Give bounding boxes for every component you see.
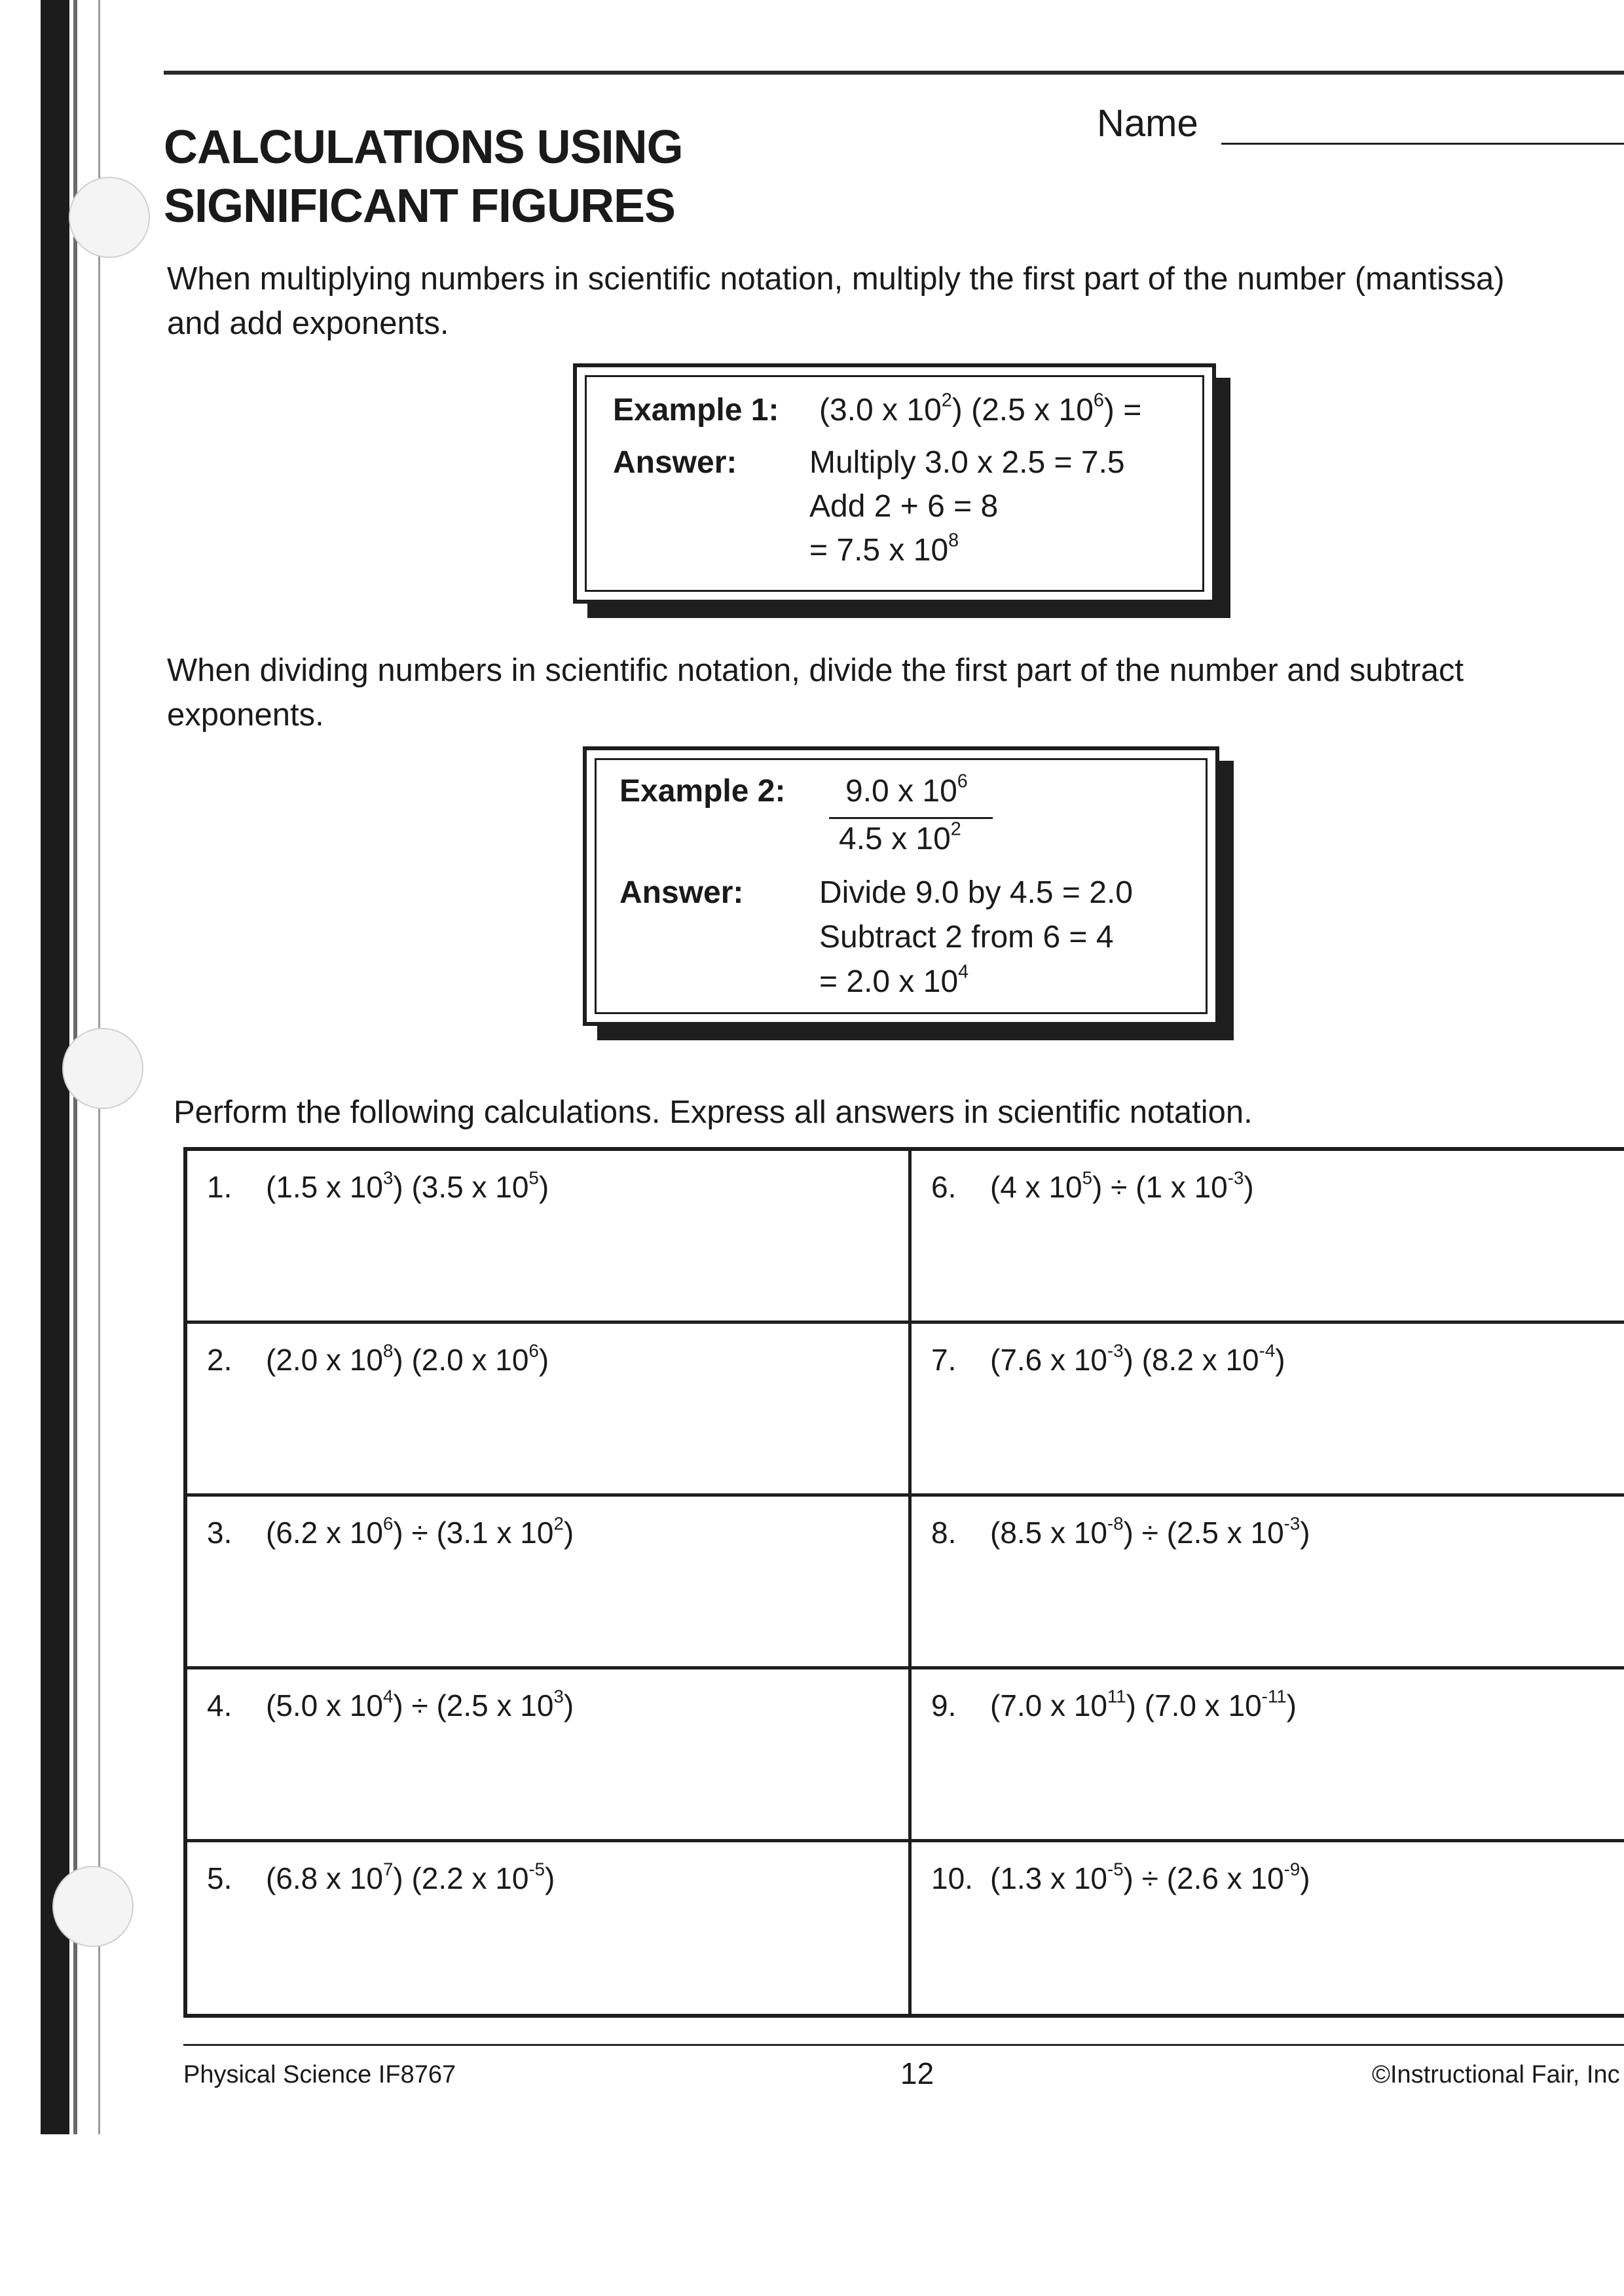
intro-divide: When dividing numbers in scientific notation, divide the first part of the number and subtract exponents. (167, 653, 1464, 733)
punch-hole-bottom (52, 1866, 134, 1947)
problem-number: 9. (931, 1688, 957, 1722)
example-1-expression: (3.0 x $10^2$) (2.5 x $10^6$) = (819, 390, 1142, 428)
name-label: Name (1097, 102, 1198, 145)
problem-number: 8. (931, 1516, 957, 1550)
problem-number: 4. (207, 1688, 232, 1722)
problem-expression: (4 x $10^5) \div (1$ x $10^{-3}$) (990, 1167, 1254, 1204)
example-2-denominator: 4.5 x $10^2$ (839, 818, 961, 856)
problem-1 (207, 1169, 549, 1205)
problem-cell-6[interactable] (912, 1151, 1624, 1324)
title-line-1: CALCULATIONS USING (164, 121, 683, 173)
page-number: 12 (900, 2056, 934, 2090)
problem-number: 2. (207, 1343, 232, 1377)
example-1-step-3: = 7.5 x $10^8$ (809, 530, 959, 568)
problem-cell-1[interactable] (187, 1151, 912, 1324)
problem-expression: (1.5 x $10^3$) (3.5 x $10^5$) (266, 1167, 549, 1204)
problem-number: 1. (207, 1170, 232, 1204)
problem-expression: (2.0 x $10^8$) (2.0 x $10^6$) (266, 1340, 549, 1377)
problem-grid (183, 1147, 1624, 2018)
problem-4 (207, 1688, 574, 1723)
example-2-label: Example 2: (619, 774, 786, 809)
problem-3 (207, 1515, 574, 1550)
problem-8 (931, 1515, 1310, 1550)
problem-expression: (1.3 x $10^{-5}) \div (2.6$ x $10^{-9}$) (990, 1859, 1310, 1895)
example-2-fraction-bar (829, 817, 993, 819)
problem-expression: (7.0 x $10^{11}$) (7.0 x $10^{-11}$) (990, 1686, 1297, 1722)
top-rule (164, 71, 1624, 75)
instructions: Perform the following calculations. Express all answers in scientific notation. (174, 1095, 1253, 1130)
footer-book-title: Physical Science IF8767 (183, 2061, 456, 2088)
problem-cell-8[interactable] (912, 1497, 1624, 1669)
example-1-answer-label: Answer: (613, 445, 737, 480)
punch-hole-top (69, 177, 150, 258)
problem-cell-9[interactable] (912, 1669, 1624, 1842)
page-title (164, 118, 683, 236)
problem-number: 7. (931, 1343, 957, 1377)
problem-expression: (8.5 x $10^{-8}) \div (2.5$ x $10^{-3}$) (990, 1513, 1310, 1550)
problem-cell-5[interactable] (187, 1842, 912, 2015)
example-2-step-2: Subtract 2 from 6 = 4 (819, 920, 1114, 955)
problem-10 (931, 1861, 1310, 1896)
example-1-label: Example 1: (613, 393, 779, 428)
name-field-line[interactable] (1221, 143, 1624, 145)
example-2-answer-label: Answer: (619, 875, 744, 910)
problem-number: 3. (207, 1516, 232, 1550)
problem-9 (931, 1688, 1297, 1723)
problem-2 (207, 1342, 549, 1377)
problem-cell-7[interactable] (912, 1324, 1624, 1497)
title-line-2: SIGNIFICANT FIGURES (164, 180, 676, 232)
problem-expression: (7.6 x $10^{-3}$) (8.2 x $10^{-4}$) (990, 1340, 1285, 1377)
problem-7 (931, 1342, 1285, 1377)
problem-cell-4[interactable] (187, 1669, 912, 1842)
problem-cell-2[interactable] (187, 1324, 912, 1497)
example-2-step-3: = 2.0 x $10^4$ (819, 961, 969, 999)
example-1-step-2: Add 2 + 6 = 8 (809, 489, 999, 524)
problem-expression: (5.0 x $10^4) \div (2.5$ x $10^3$) (266, 1686, 574, 1722)
problem-number: 10. (931, 1861, 973, 1895)
problem-5 (207, 1861, 555, 1896)
problem-expression: (6.2 x $10^6) \div (3.1$ x $10^2$) (266, 1513, 574, 1550)
problem-cell-10[interactable] (912, 1842, 1624, 2015)
example-2-numerator: 9.0 x $10^6$ (845, 771, 968, 809)
example-1-box (573, 363, 1216, 604)
problem-number: 6. (931, 1170, 957, 1204)
problem-number: 5. (207, 1861, 232, 1895)
example-1-step-1: Multiply 3.0 x 2.5 = 7.5 (809, 445, 1125, 480)
problem-expression: (6.8 x $10^7$) (2.2 x $10^{-5}$) (266, 1859, 555, 1895)
bottom-rule (183, 2044, 1624, 2046)
problem-6 (931, 1169, 1254, 1205)
example-2-step-1: Divide 9.0 by 4.5 = 2.0 (819, 875, 1133, 910)
example-2-box (583, 746, 1219, 1026)
intro-multiply: When multiplying numbers in scientific notation, multiply the first part of the number (mantissa) and add exponents. (167, 261, 1505, 341)
punch-hole-middle (62, 1028, 143, 1109)
footer-copyright: ©Instructional Fair, Inc (1372, 2061, 1620, 2088)
problem-cell-3[interactable] (187, 1497, 912, 1669)
